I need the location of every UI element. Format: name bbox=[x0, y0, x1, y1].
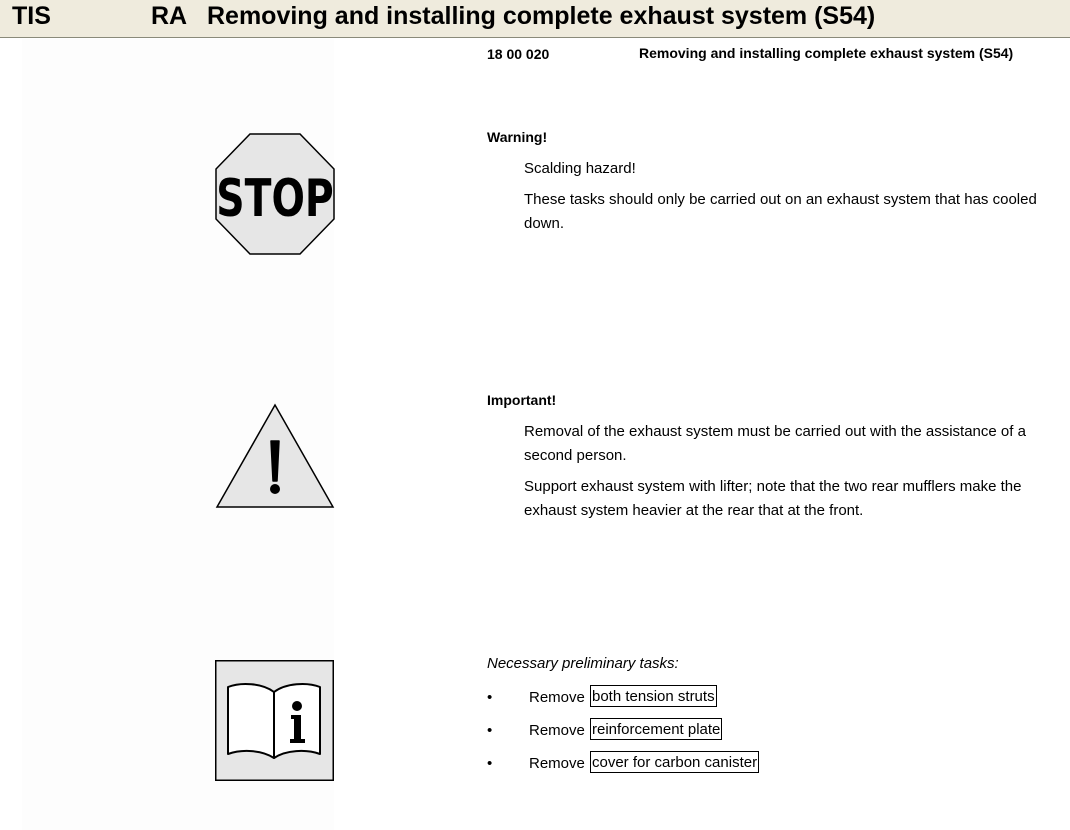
important-line-1: Removal of the exhaust system must be carried out with the assistance of a second person. bbox=[524, 423, 1026, 464]
important-line-2: Support exhaust system with lifter; note that the two rear mufflers make the exhaust system heavier at the rear that at the front. bbox=[524, 478, 1022, 519]
task-verb: Remove bbox=[529, 755, 585, 772]
link-cover-for-carbon-canister[interactable]: cover for carbon canister bbox=[590, 751, 759, 773]
stop-sign-label: STOP bbox=[216, 167, 334, 229]
bullet-marker: • bbox=[487, 722, 493, 739]
warning-line-1: Scalding hazard! bbox=[524, 160, 636, 177]
important-heading: Important! bbox=[487, 392, 557, 408]
document-title: Removing and installing complete exhaust system (S54) bbox=[639, 45, 1014, 61]
preliminary-tasks-label: Necessary preliminary tasks: bbox=[487, 655, 679, 672]
warning-heading: Warning! bbox=[487, 129, 548, 145]
warning-triangle-icon bbox=[215, 403, 335, 509]
link-both-tension-struts[interactable]: both tension struts bbox=[590, 685, 717, 707]
link-reinforcement-plate[interactable]: reinforcement plate bbox=[590, 718, 722, 740]
app-name: TIS bbox=[12, 2, 51, 30]
bullet-marker: • bbox=[487, 755, 493, 772]
warning-line-2: These tasks should only be carried out on an exhaust system that has cooled down. bbox=[524, 191, 1037, 232]
info-book-icon bbox=[215, 660, 334, 781]
title-bar bbox=[0, 0, 1070, 38]
section-code: RA bbox=[151, 2, 188, 30]
page-title: Removing and installing complete exhaust system (S54) bbox=[207, 2, 876, 30]
document-number: 18 00 020 bbox=[487, 46, 550, 62]
stop-sign-icon bbox=[215, 133, 335, 255]
task-verb: Remove bbox=[529, 722, 585, 739]
bullet-marker: • bbox=[487, 689, 493, 706]
task-verb: Remove bbox=[529, 689, 585, 706]
